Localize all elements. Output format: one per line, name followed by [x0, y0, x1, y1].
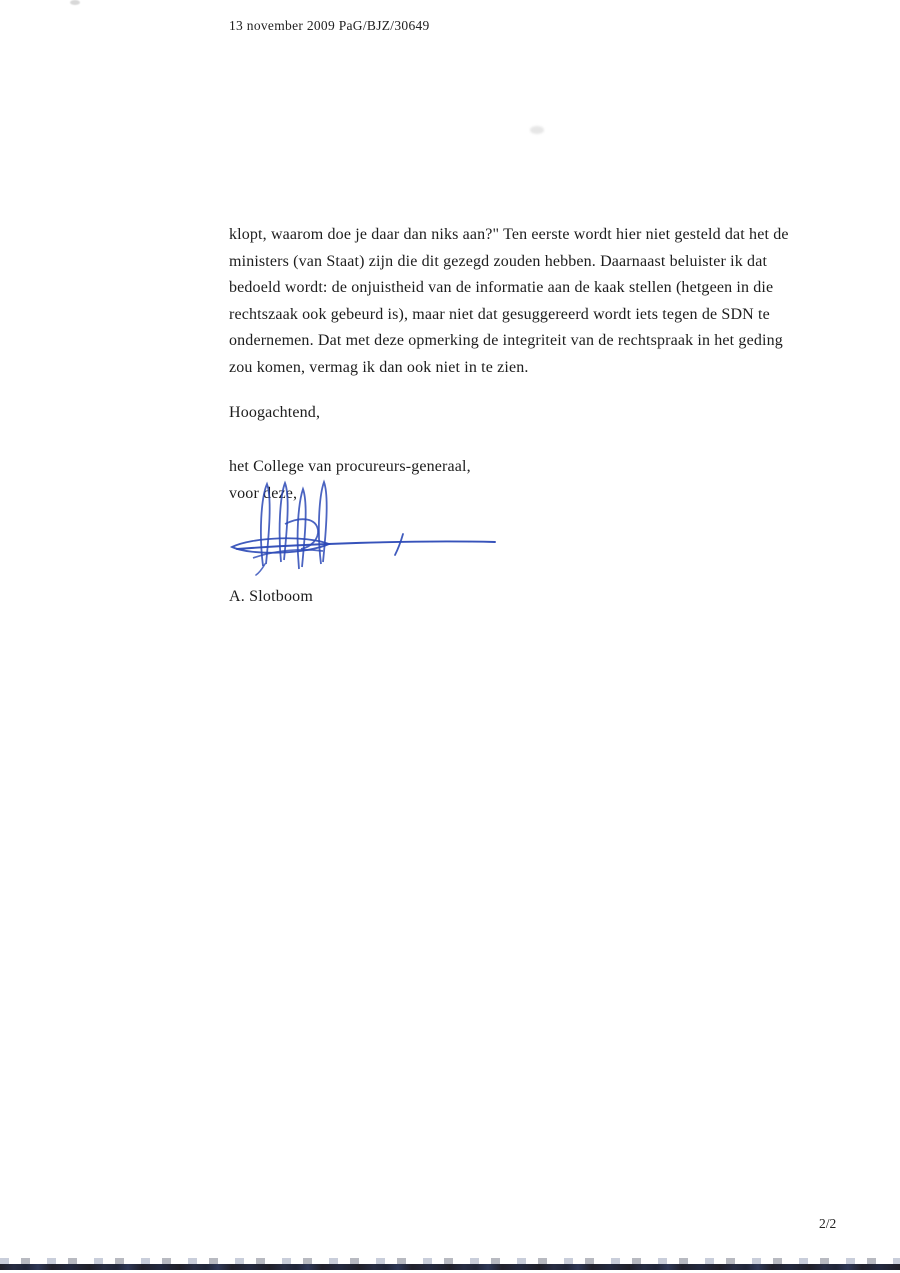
closing-salutation: Hoogachtend, [229, 404, 321, 421]
handwritten-signature-icon [225, 478, 505, 576]
signatory-for-deze: voor deze, [229, 485, 298, 502]
body-line: bedoeld wordt: de onjuistheid van de informatie aan de kaak stellen (hetgeen in die [229, 279, 774, 296]
signatory-organization: het College van procureurs-generaal, [229, 458, 471, 475]
scan-edge-line [0, 1264, 900, 1270]
date-reference-line: 13 november 2009 PaG/BJZ/30649 [229, 18, 430, 33]
body-line: zou komen, vermag ik dan ook niet in te zien. [229, 358, 529, 376]
scan-artifact [530, 126, 544, 134]
letter-body-paragraph [229, 222, 869, 381]
body-line: ministers (van Staat) zijn die dit gezegd zouden hebben. Daarnaast beluister ik dat [229, 252, 768, 270]
body-line: rechtszaak ook gebeurd is), maar niet dat gesuggereerd wordt iets tegen de SDN te [229, 305, 770, 323]
body-line: ondernemen. Dat met deze opmerking de integriteit van de rechtspraak in het geding [229, 332, 783, 349]
signatory-name: A. Slotboom [229, 588, 313, 605]
page-number: 2/2 [819, 1216, 837, 1231]
scan-artifact [70, 0, 80, 5]
body-line: klopt, waarom doe je daar dan niks aan?" Ten eerste wordt hier niet gesteld dat het de [229, 226, 789, 243]
